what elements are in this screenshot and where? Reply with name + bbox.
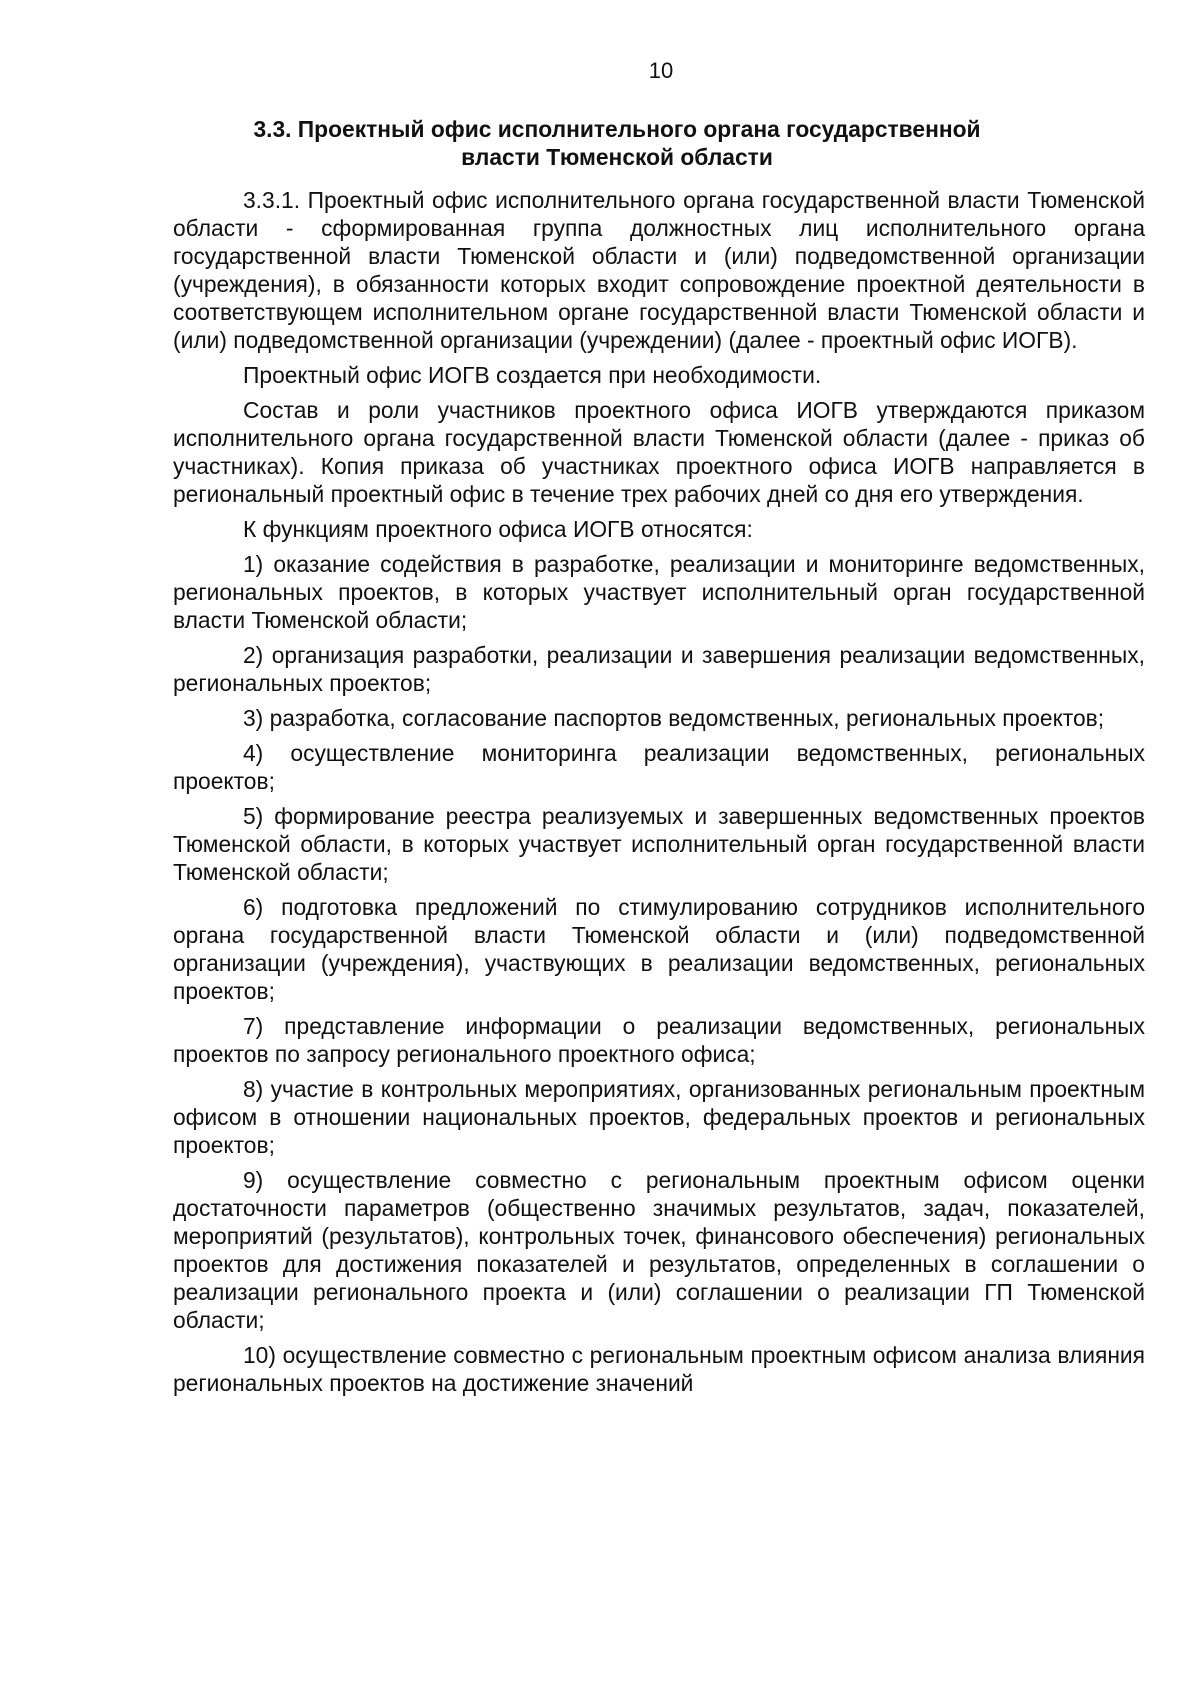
list-item-5: 5) формирование реестра реализуемых и завершенных ведомственных проектов Тюменской области, в которых участвует исполнительный орган государственной власти Тюменской области; — [173, 803, 1145, 885]
paragraph-functions-intro: К функциям проектного офиса ИОГВ относятся: — [243, 516, 753, 542]
page-number: 10 — [648, 58, 674, 83]
list-item-4: 4) осуществление мониторинга реализации ведомственных, региональных проектов; — [173, 740, 1145, 794]
paragraph-3-3-1: 3.3.1. Проектный офис исполнительного органа государственной власти Тюменской области - сформированная группа должностных лиц исполнительного органа государственной власти Тюменской области и (или) подведомственной организации (учреждения), в обязанности которых входит сопровождение проектной деятельности в соответствующем исполнительном органе государственной власти Тюменской области и (или) подведомственной организации (учреждении) (далее - проектный офис ИОГВ). — [173, 187, 1145, 353]
document-body — [173, 186, 1145, 1404]
list-item-3: 3) разработка, согласование паспортов ведомственных, региональных проектов; — [243, 705, 1105, 731]
list-item-9: 9) осуществление совместно с региональным проектным офисом оценки достаточности параметров (общественно значимых результатов, задач, показателей, мероприятий (результатов), контрольных точек, финансового обеспечения) региональных проектов для достижения показателей и результатов, определенных в соглашении о реализации регионального проекта и (или) соглашении о реализации ГП Тюменской области; — [173, 1167, 1145, 1333]
paragraph-office-created: Проектный офис ИОГВ создается при необходимости. — [243, 362, 822, 388]
list-item-6: 6) подготовка предложений по стимулированию сотрудников исполнительного органа государственной власти Тюменской области и (или) подведомственной организации (учреждения), участвующих в реализации ведомственных, региональных проектов; — [173, 894, 1145, 1004]
list-item-2: 2) организация разработки, реализации и завершения реализации ведомственных, региональных проектов; — [173, 642, 1145, 696]
list-item-7: 7) представление информации о реализации ведомственных, региональных проектов по запросу регионального проектного офиса; — [173, 1013, 1145, 1067]
paragraph-composition: Состав и роли участников проектного офиса ИОГВ утверждаются приказом исполнительного органа государственной власти Тюменской области (далее - приказ об участниках). Копия приказа об участниках проектного офиса ИОГВ направляется в региональный проектный офис в течение трех рабочих дней со дня его утверждения. — [173, 397, 1145, 507]
list-item-10: 10) осуществление совместно с региональным проектным офисом анализа влияния региональных проектов на достижение значений — [173, 1342, 1145, 1396]
list-item-8: 8) участие в контрольных мероприятиях, организованных региональным проектным офисом в отношении национальных проектов, федеральных проектов и региональных проектов; — [173, 1076, 1145, 1158]
section-title: 3.3. Проектный офис исполнительного органа государственной власти Тюменской области — [253, 116, 981, 170]
list-item-1: 1) оказание содействия в разработке, реализации и мониторинге ведомственных, региональных проектов, в которых участвует исполнительный орган государственной власти Тюменской области; — [173, 551, 1145, 633]
